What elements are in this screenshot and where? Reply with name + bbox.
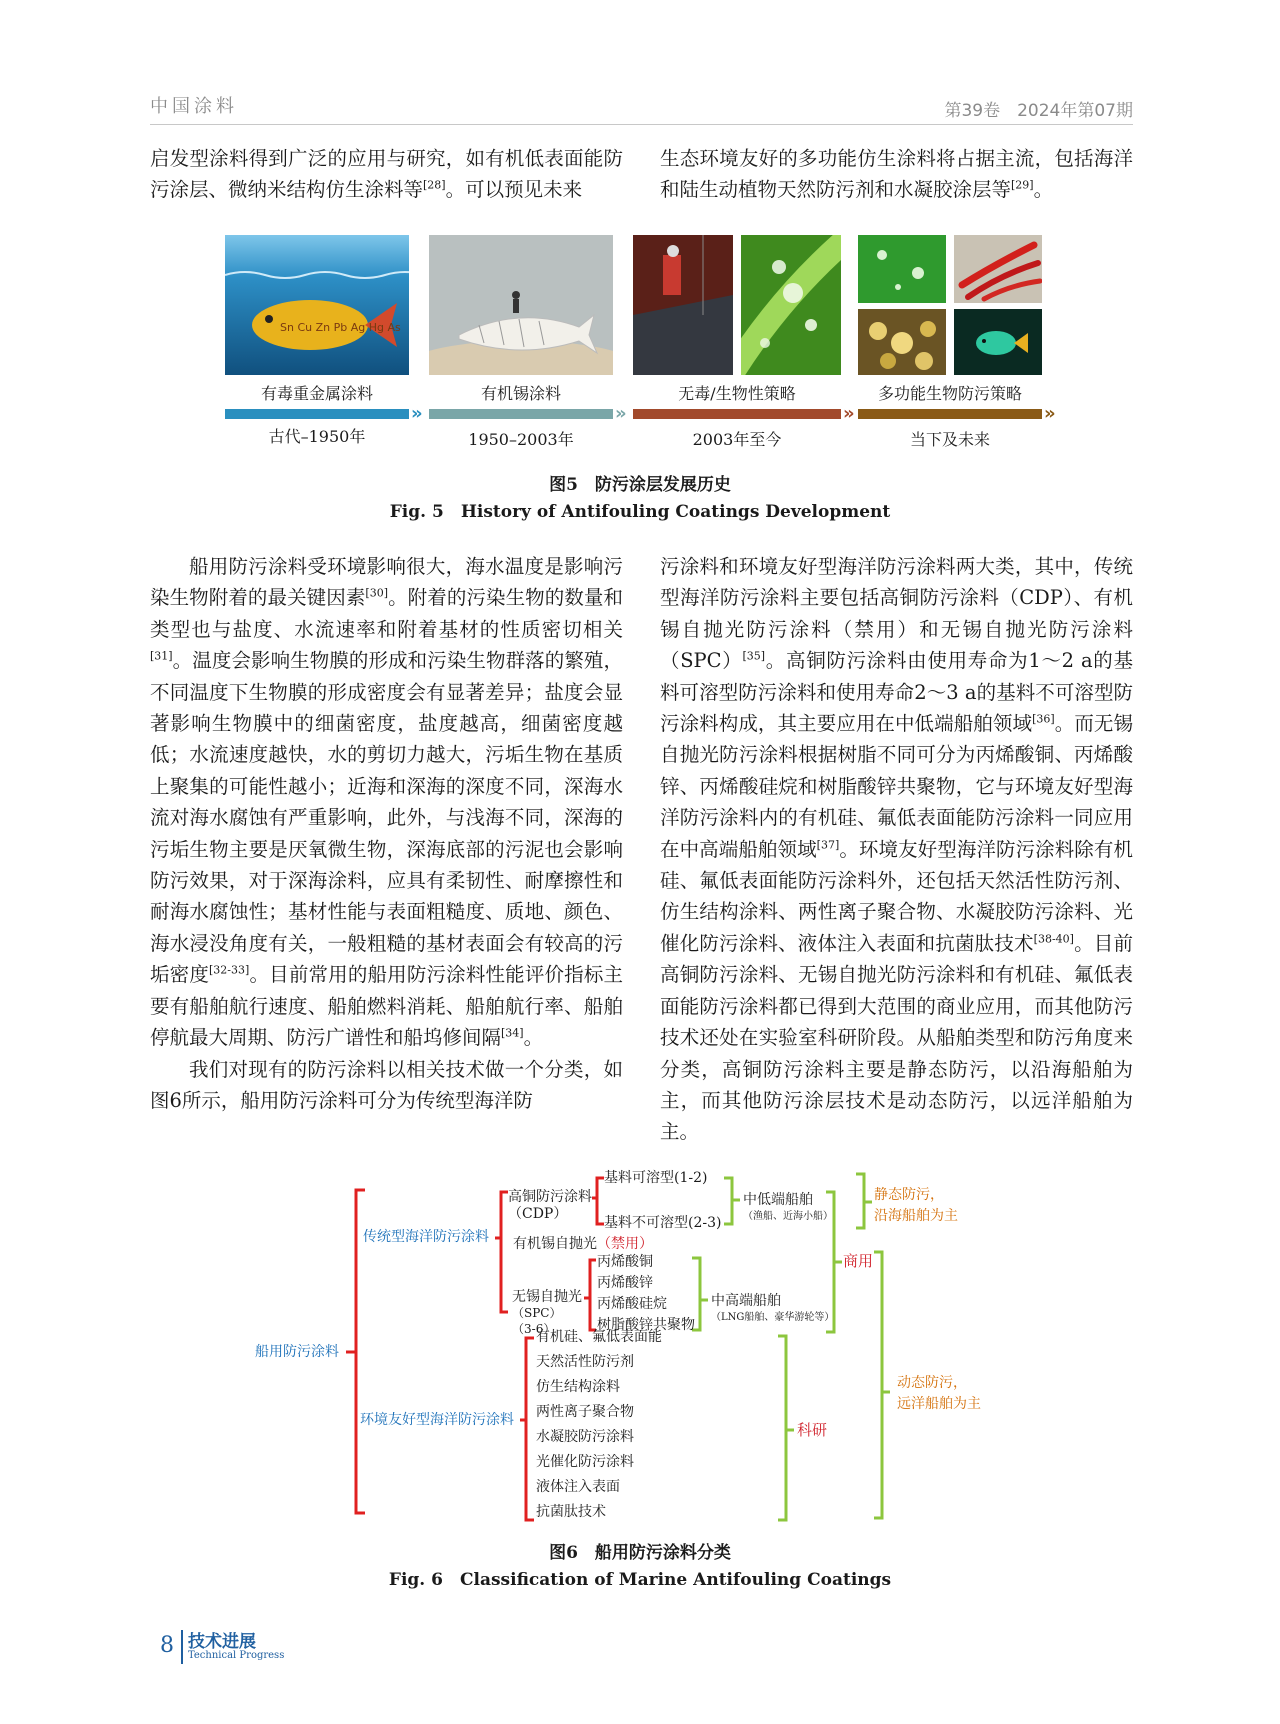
text-run: 。环境友好型海洋防污涂料除有机硅、氟低表面能防污涂料外，还包括天然活性防污剂、仿生结构涂料、两性离子聚合物、水凝胶防污涂料、光催化防污涂料、液体注入表面和抗菌肽技术 <box>660 837 1133 955</box>
node-eco: 环境友好型海洋防污涂料 <box>360 1412 514 1428</box>
stage-label: 无毒/生物性策略 <box>678 384 796 403</box>
node-root: 船用防污涂料 <box>255 1344 339 1360</box>
figure-5-caption-cn: 图5 防污涂层发展历史 <box>549 475 731 495</box>
figure-6-caption-cn: 图6 船用防污涂料分类 <box>549 1543 731 1563</box>
text-run: 。高铜防污涂料由使用寿命为1～2 a的基料可溶型防污涂料和使用寿命2～3 a的基料不可溶型防污涂料构成，其主要应用在中低端船舶领域 <box>660 649 1133 736</box>
text-run: 污涂料和环境友好型海洋防污涂料两大类，其中，传统型海洋防污涂料主要包括高铜防污涂料（CDP）、有机锡自抛光防污涂料（禁用）和无锡自抛光防污涂料（SPC） <box>660 555 1133 673</box>
section-name-cn: 技术进展 <box>188 1632 256 1652</box>
text-run: 。温度会影响生物膜的形成和污染生物群落的繁殖，不同温度下生物膜的形成密度会有显著差异；盐度会显著影响生物膜中的细菌密度，盐度越高，细菌密度越低；水流速度越快，水的剪切力越大，污垢生物在基质上聚集的可能性越小；近海和深海的深度不同，深海水流对海水腐蚀有严重影响，此外，与浅海不同，深海的污垢生物主要是厌氧微生物，深海底部的污泥也会影响防污效果，对于深海涂料，应具有柔韧性、耐摩擦性和耐海水腐蚀性；基材性能与表面粗糙度、质地、颜色、海水浸没角度有关，一般粗糙的基材表面会有较高的污垢密度 <box>150 649 623 987</box>
text-run: 。目前常用的船用防污涂料性能评价指标主要有船舶航行速度、船舶燃料消耗、船舶航行率、船舶停航最大周期、防污广谱性和船坞修间隔 <box>150 963 623 1050</box>
page-number: 8 <box>160 1633 174 1658</box>
figure-5-caption-en: Fig. 5 History of Antifouling Coatings Development <box>389 502 891 522</box>
node-organotin: 有机锡自抛光（禁用） <box>513 1236 653 1252</box>
eco-item: 有机硅、氟低表面能 <box>536 1329 662 1345</box>
intro-right: 生态环境友好的多功能仿生涂料将占据主流，包括海洋和陆生动植物天然防污剂和水凝胶涂层等[29]。 <box>660 147 1133 202</box>
citation-ref: [38-40] <box>1033 932 1074 946</box>
node-cdp-abbr: （CDP） <box>508 1206 568 1222</box>
node-traditional: 传统型海洋防污涂料 <box>363 1229 489 1245</box>
stage-label: 有机锡涂料 <box>480 384 561 403</box>
stage-label: 多功能生物防污策略 <box>877 384 1022 403</box>
node-cdp: 高铜防污涂料 <box>508 1189 592 1205</box>
citation-ref: [30] <box>365 586 388 600</box>
eco-item: 仿生结构涂料 <box>536 1379 620 1395</box>
fish-element-symbols: Sn Cu Zn Pb Ag Hg As <box>280 321 401 334</box>
node-dynamic-1: 动态防污， <box>897 1375 967 1391</box>
node-cdp-soluble: 基料可溶型(1-2) <box>604 1170 708 1186</box>
node-static-2: 沿海船舶为主 <box>874 1208 958 1224</box>
spc-item: 丙烯酸锌 <box>597 1275 653 1291</box>
spc-item: 树脂酸锌共聚物 <box>597 1317 695 1333</box>
issue-info: 第39卷 2024年第07期 <box>944 101 1133 121</box>
eco-item: 天然活性防污剂 <box>536 1354 634 1370</box>
text-run: 。附着的污染生物的数量和类型也与盐度、水流速率和附着基材的性质密切相关 <box>150 586 623 641</box>
node-low-end: 中低端船舶 <box>743 1192 813 1208</box>
stage-era: 2003年至今 <box>692 430 782 449</box>
node-high-end-sub: （LNG船舶、豪华游轮等） <box>711 1312 835 1323</box>
eco-item: 液体注入表面 <box>536 1479 620 1495</box>
figure-6-caption-en: Fig. 6 Classification of Marine Antifouling Coatings <box>388 1570 892 1590</box>
citation-ref: [35] <box>742 649 766 663</box>
node-cdp-insoluble: 基料不可溶型(2-3) <box>604 1215 722 1231</box>
text-run: 船用防污涂料受环境影响很大，海水温度是影响污染生物附着的最关键因素 <box>150 555 623 610</box>
citation-ref: [31] <box>150 649 173 663</box>
intro-left: 启发型涂料得到广泛的应用与研究，如有机低表面能防污涂层、微纳米结构仿生涂料等[28]。可以预见未来 <box>150 147 623 202</box>
spc-item: 丙烯酸硅烷 <box>597 1296 667 1312</box>
text-run: 。目前高铜防污涂料、无锡自抛光防污涂料和有机硅、氟低表面能防污涂料都已得到大范围的商业应用，而其他防污技术还处在实验室科研阶段。从船舶类型和防污角度来分类，高铜防污涂料主要是静态防污，以沿海船舶为主，而其他防污涂层技术是动态防污，以远洋船舶为主。 <box>660 931 1133 1144</box>
chevron-right-icon: » <box>411 403 423 424</box>
eco-item: 光催化防污涂料 <box>536 1454 634 1470</box>
node-static-1: 静态防污， <box>874 1187 944 1203</box>
node-high-end: 中高端船舶 <box>711 1293 781 1309</box>
citation-ref: [32-33] <box>209 963 250 977</box>
node-dynamic-2: 远洋船舶为主 <box>897 1396 981 1412</box>
node-research: 科研 <box>797 1421 828 1439</box>
text-run: 我们对现有的防污涂料以相关技术做一个分类，如图6所示，船用防污涂料可分为传统型海洋防 <box>150 1057 623 1112</box>
eco-item: 抗菌肽技术 <box>536 1504 606 1520</box>
text-run: 。而无锡自抛光防污涂料根据树脂不同可分为丙烯酸铜、丙烯酸锌、丙烯酸硅烷和树脂酸锌共聚物，它与环境友好型海洋防污涂料内的有机硅、氟低表面能防污涂料一同应用在中高端船舶领域 <box>660 712 1133 861</box>
journal-name: 中国涂料 <box>150 96 238 117</box>
stage-era: 1950–2003年 <box>468 430 574 449</box>
stage-label: 有毒重金属涂料 <box>260 384 373 403</box>
section-name-en: Technical Progress <box>188 1650 285 1661</box>
citation-ref: [37] <box>816 838 840 852</box>
node-spc: 无锡自抛光 <box>512 1289 582 1305</box>
chevron-right-icon: » <box>1044 403 1056 424</box>
node-spc-abbr: （SPC） <box>512 1306 562 1320</box>
citation-ref: [36] <box>1032 712 1055 726</box>
eco-item: 两性离子聚合物 <box>536 1404 634 1420</box>
text-run: 。 <box>523 1026 544 1050</box>
footer-rule <box>181 1630 183 1664</box>
spc-item: 丙烯酸铜 <box>597 1254 653 1270</box>
stage-era: 古代–1950年 <box>268 427 366 446</box>
node-commercial: 商用 <box>843 1252 874 1270</box>
node-spc-life: （3-6） <box>512 1322 556 1336</box>
stage-era: 当下及未来 <box>909 430 990 449</box>
node-low-end-sub: （渔船、近海小船） <box>743 1211 833 1222</box>
eco-item: 水凝胶防污涂料 <box>536 1429 634 1445</box>
chevron-right-icon: » <box>615 403 627 424</box>
chevron-right-icon: » <box>843 403 855 424</box>
citation-ref: [34] <box>501 1026 524 1040</box>
